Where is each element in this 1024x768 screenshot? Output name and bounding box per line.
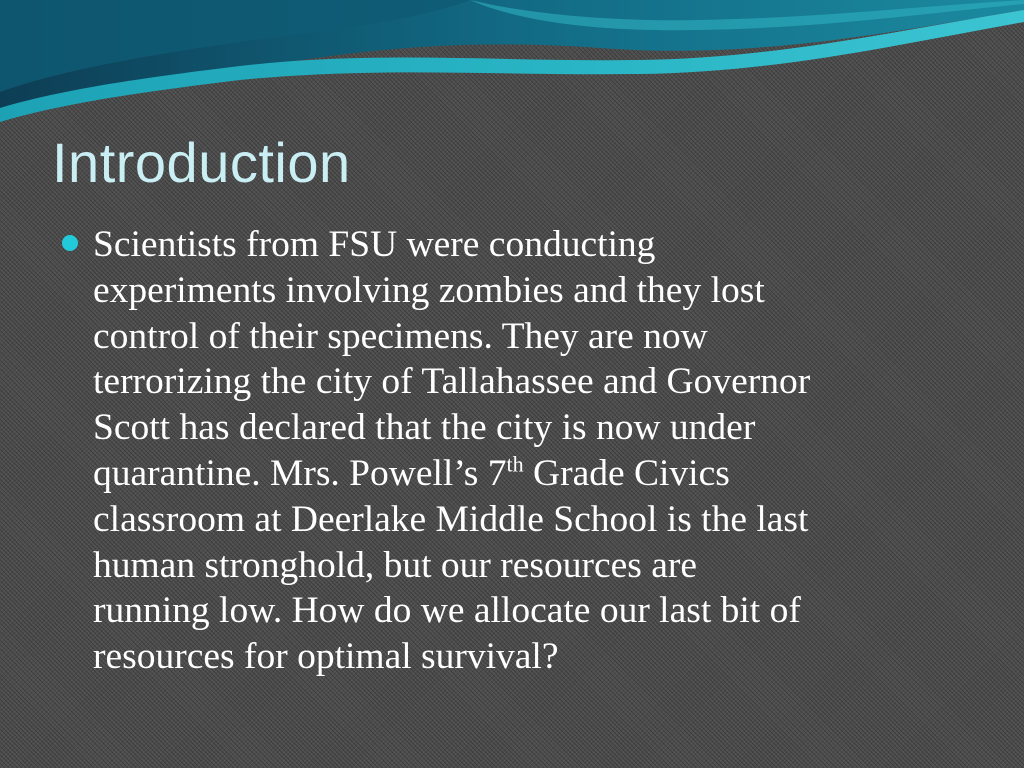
ordinal-suffix: th	[506, 451, 524, 477]
bullet-item	[62, 222, 967, 680]
bullet-icon	[62, 235, 78, 251]
slide-title: Introduction	[52, 131, 351, 194]
bullet-text-part-1: Scientists from FSU were conducting experiments involving zombies and they lost control of their specimens. They are now terrorizing the city of Tallahassee and Governor Scott has declared that the city is now under quarantine. Mrs. Powell’s 7	[93, 224, 811, 494]
header-wave-decoration	[0, 0, 1024, 130]
slide-body	[62, 222, 967, 680]
bullet-text-part-2: Grade Civics classroom at Deerlake Middle School is the last human stronghold, but our resources are running low. How do we allocate our last bit of resources for optimal survival?	[93, 452, 809, 678]
bullet-text	[93, 222, 967, 680]
